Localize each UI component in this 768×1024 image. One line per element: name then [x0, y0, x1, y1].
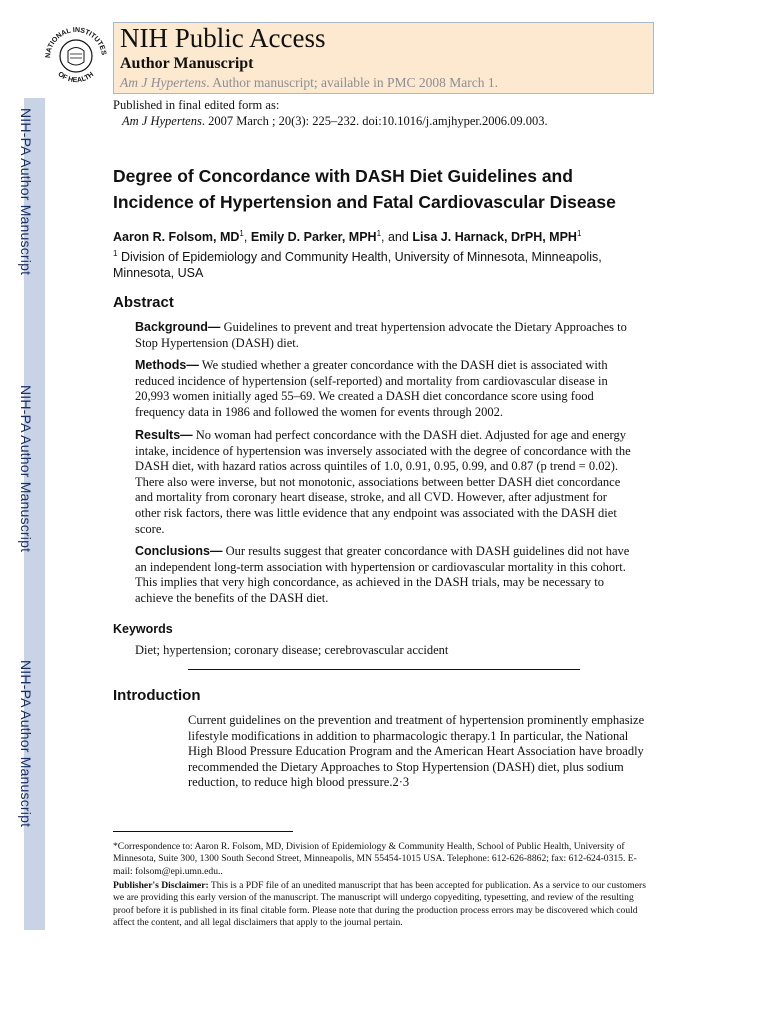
affiliation — [113, 246, 633, 281]
abstract-conclusions — [135, 544, 635, 606]
citation-details: . 2007 March ; 20(3): 225–232. doi:10.1016/j.amjhyper.2006.09.003. — [201, 114, 548, 128]
journal-availability — [120, 75, 498, 91]
svg-text:OF HEALTH — [56, 71, 95, 84]
introduction-heading: Introduction — [113, 687, 201, 704]
journal-name: Am J Hypertens — [120, 75, 207, 90]
article-title — [113, 163, 653, 215]
author-affil-mark: 1 — [376, 229, 382, 238]
abstract-heading: Abstract — [113, 294, 174, 311]
abstract-methods — [135, 358, 635, 420]
disclaimer-text: This is a PDF file of an unedited manuscript that has been accepted for publication. As a service to our customers we are providing this early version of the manuscript. The manuscript will undergo copyediting, typesetting, and review of the resulting proof before it is published in its final citable form. Please note that during the production process errors may be discovered which could affect the content, and all legal disclaimers that apply to the journal pertain. — [113, 880, 646, 929]
citation-journal: Am J Hypertens — [122, 114, 202, 128]
logo-text-top: NATIONAL INSTITUTES — [44, 26, 107, 59]
author-list — [113, 229, 581, 244]
author-separator: , — [243, 230, 251, 245]
introduction-text: Current guidelines on the prevention and treatment of hypertension prominently emphasize lifestyle modifications in addition to pharmacologic therapy.1 In particular, the National High Blood Pressure Education Program and the American Heart Association have broadly recommended the Dietary Approaches to Stop Hypertension (DASH) diet, plus sodium reduction, to reduce high blood pressure.2·3 — [188, 713, 645, 790]
results-text: No woman had perfect concordance with the DASH diet. Adjusted for age and energy intake, incidence of hypertension was inversely associated with the degree of concordance with the DASH diet, with hazard ratios across quintiles of 1.0, 0.91, 0.95, 0.99, and 0.87 (p trend = 0.02). There also were inverse, but not monotonic, associations between better DASH diet concordance and mortality from coronary heart disease, stroke, and all CVD. However, after adjustment for other risk factors, there was little evidence that any endpoint was associated with the DASH diet score. — [135, 428, 631, 536]
sidebar-label: NIH-PA Author Manuscript — [18, 108, 34, 276]
author-manuscript-label: Author Manuscript — [120, 55, 254, 72]
sidebar-label: NIH-PA Author Manuscript — [18, 385, 34, 553]
nih-header-box — [113, 22, 654, 94]
author-name: Aaron R. Folsom, MD — [113, 230, 240, 245]
results-label: Results— — [135, 428, 193, 442]
title-line: Incidence of Hypertension and Fatal Cardiovascular Disease — [113, 192, 616, 212]
background-label: Background— — [135, 320, 221, 334]
nih-logo-icon — [40, 18, 110, 90]
logo-text-bottom: OF HEALTH — [56, 70, 96, 85]
methods-text: We studied whether a greater concordance with the DASH diet is associated with reduced incidence of hypertension (self-reported) and mortality from cardiovascular disease in 20,993 women initially aged 55–69. We created a DASH diet concordance score using food frequency data in 1986 and followed the women for events through 2002. — [135, 358, 608, 419]
affiliation-mark: 1 — [113, 249, 118, 258]
sidebar-label: NIH-PA Author Manuscript — [18, 660, 34, 828]
disclaimer-label: Publisher's Disclaimer: — [113, 880, 209, 891]
keywords-text: Diet; hypertension; coronary disease; cerebrovascular accident — [135, 643, 449, 657]
author-separator: , and — [381, 230, 413, 245]
footnote-divider — [113, 831, 293, 832]
nih-public-access-title: NIH Public Access — [120, 23, 326, 53]
availability-text: . Author manuscript; available in PMC 2008 March 1. — [206, 75, 498, 90]
abstract-background — [135, 320, 635, 351]
affiliation-text: Division of Epidemiology and Community Health, University of Minnesota, Minneapolis, Minnesota, USA — [113, 250, 602, 281]
title-line: Degree of Concordance with DASH Diet Guidelines and — [113, 166, 573, 186]
correspondence-footnote: *Correspondence to: Aaron R. Folsom, MD, Division of Epidemiology & Community Health, School of Public Health, University of Minnesota, Suite 300, 1300 South Second Street, Minneapolis, MN 55454-1015 USA. Telephone: 612-626-8862; fax: 612-624-0315. E-mail: folsom@epi.umn.edu.. — [113, 841, 637, 877]
conclusions-label: Conclusions— — [135, 544, 223, 558]
background-text: Guidelines to prevent and treat hypertension advocate the Dietary Approaches to Stop Hypertension (DASH) diet. — [135, 320, 627, 350]
publisher-disclaimer — [113, 880, 653, 930]
methods-label: Methods— — [135, 358, 199, 372]
keywords-heading: Keywords — [113, 622, 173, 636]
author-name: Emily D. Parker, MPH — [250, 230, 377, 245]
author-name: Lisa J. Harnack, DrPH, MPH — [412, 230, 577, 245]
svg-text:NATIONAL INSTITUTES — [45, 27, 107, 58]
section-divider — [188, 669, 580, 670]
citation — [122, 114, 548, 129]
abstract-results — [135, 428, 635, 537]
author-affil-mark: 1 — [239, 229, 244, 238]
published-label: Published in final edited form as: — [113, 98, 280, 112]
author-affil-mark: 1 — [576, 229, 582, 238]
conclusions-text: Our results suggest that greater concordance with DASH guidelines did not have an independent long-term association with hypertension or cardiovascular mortality in this cohort. This implies that very high concordance, as achieved in the DASH trials, may be necessary to achieve the benefits of the DASH diet. — [135, 544, 630, 605]
